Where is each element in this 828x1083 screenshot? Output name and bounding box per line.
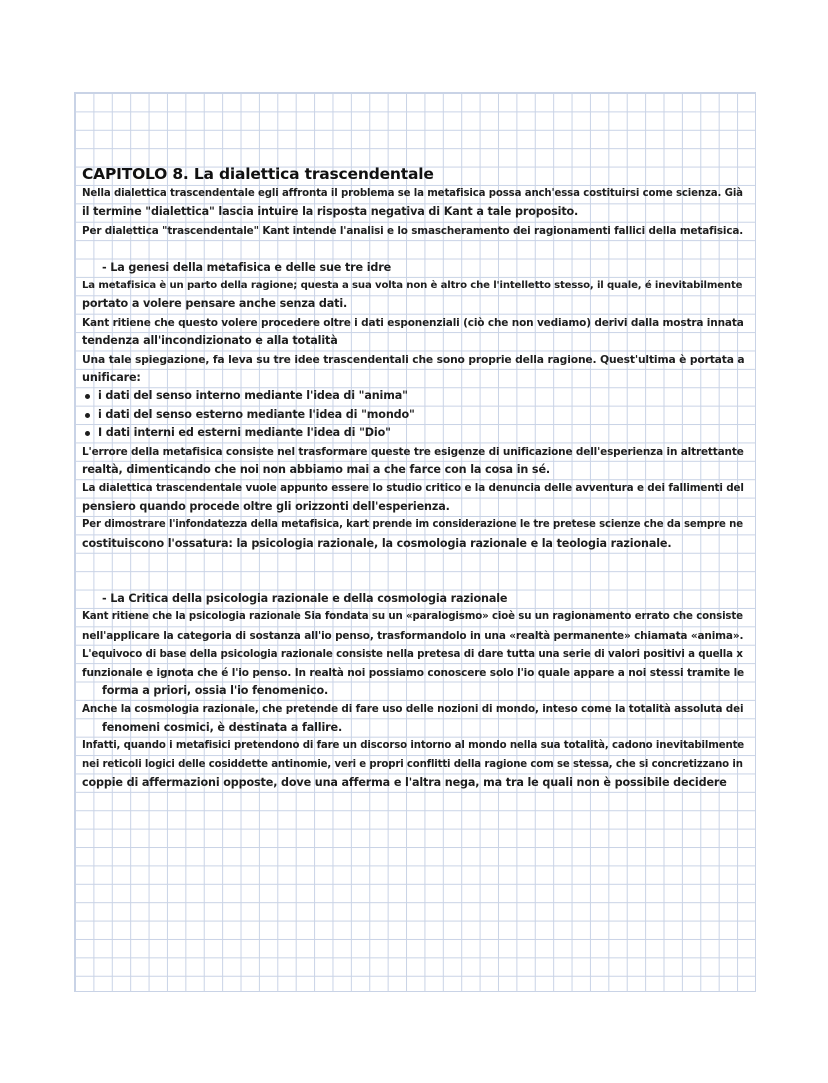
text-line: pensiero quando procede oltre gli orizzonti dell'esperienza. [82, 499, 450, 513]
bullet-icon [85, 431, 90, 436]
text-line: tendenza all'incondizionato e alla totalità [82, 334, 338, 348]
text-line: Per dimostrare l'infondatezza della metafisica, kart prende im considerazione le tre pretese scienze che da sempre ne [82, 519, 743, 531]
bullet-icon [85, 413, 90, 418]
text-line: coppie di affermazioni opposte, dove una afferma e l'altra nega, ma tra le quali non è possibile decidere [82, 775, 727, 789]
list-item-text: i dati del senso interno mediante l'idea di "anima" [98, 389, 408, 403]
text-line: nei reticoli logici delle cosiddette antinomie, veri e propri conflitti della ragione com se stessa, che si concretizzano in [82, 758, 743, 770]
document-body [82, 163, 748, 792]
list-item [82, 424, 748, 442]
text-line: funzionale e ignota che é l'io penso. In realtà noi possiamo conoscere solo l'io quale appare a noi stessi tramite le [82, 666, 745, 679]
list-item-text: I dati interni ed esterni mediante l'idea di "Dio" [98, 426, 391, 440]
text-line: unificare: [82, 371, 141, 385]
text-line: La dialettica trascendentale vuole appunto essere lo studio critico e la denuncia delle avventura e dei fallimenti del [82, 482, 744, 495]
list-item [82, 406, 748, 424]
text-line: Infatti, quando i metafisici pretendono di fare un discorso intorno al mondo nella sua totalità, cadono inevitabilmente [82, 740, 745, 752]
text-line: nell'applicare la categoria di sostanza all'io penso, trasformandolo in una «realtà permanente» chiamata «anima». [82, 629, 744, 642]
list-item-text: i dati del senso esterno mediante l'idea di "mondo" [98, 407, 415, 421]
bullet-icon [85, 394, 90, 399]
text-line: Kant ritiene che la psicologia razionale Sia fondata su un «paralogismo» cioè su un ragionamento errato che consiste [82, 611, 743, 623]
text-line: Nella dialettica trascendentale egli affronta il problema se la metafisica possa anch'essa costituirsi come scienza. Già [82, 188, 743, 199]
text-line: La metafisica è un parto della ragione; questa a sua volta non è altro che l'intelletto stesso, il quale, é inevitabilmente [82, 280, 743, 292]
text-line: realtà, dimenticando che noi non abbiamo mai a che farce con la cosa in sé. [82, 463, 550, 477]
text-line: il termine "dialettica" lascia intuire la risposta negativa di Kant a tale proposito. [82, 205, 579, 219]
list-item [82, 387, 748, 405]
text-line: fenomeni cosmici, è destinata a fallire. [102, 720, 343, 734]
text-line: costituiscono l'ossatura: la psicologia razionale, la cosmologia razionale e la teologia razionale. [82, 536, 672, 550]
section-heading: - La Critica della psicologia razionale e della cosmologia razionale [102, 591, 508, 605]
text-line: Anche la cosmologia razionale, che pretende di fare uso delle nozioni di mondo, inteso come la totalità assoluta dei [82, 703, 744, 716]
text-line: Kant ritiene che questo volere procedere oltre i dati esponenziali (ciò che non vediamo) derivi dalla mostra innata [82, 316, 744, 329]
text-line: Per dialettica "trascendentale" Kant intende l'analisi e lo smascheramento dei ragionamenti fallici della metafisica. [82, 224, 744, 237]
text-line: Una tale spiegazione, fa leva su tre idee trascendentali che sono proprie della ragione. Quest'ultima è portata a [82, 352, 745, 366]
chapter-title: CAPITOLO 8. La dialettica trascendentale [82, 165, 434, 183]
text-line: L'equivoco di base della psicologia razionale consiste nella pretesa di dare tutta una serie di valori positivi a quella x [82, 648, 743, 661]
text-line: L'errore della metafisica consiste nel trasformare queste tre esigenze di unificazione dell'esperienza in altrettante [82, 445, 744, 458]
text-line: portato a volere pensare anche senza dati. [82, 297, 348, 311]
section-heading: - La genesi della metafisica e delle sue tre idre [102, 260, 392, 274]
text-line: forma a priori, ossia l'io fenomenico. [102, 683, 329, 697]
